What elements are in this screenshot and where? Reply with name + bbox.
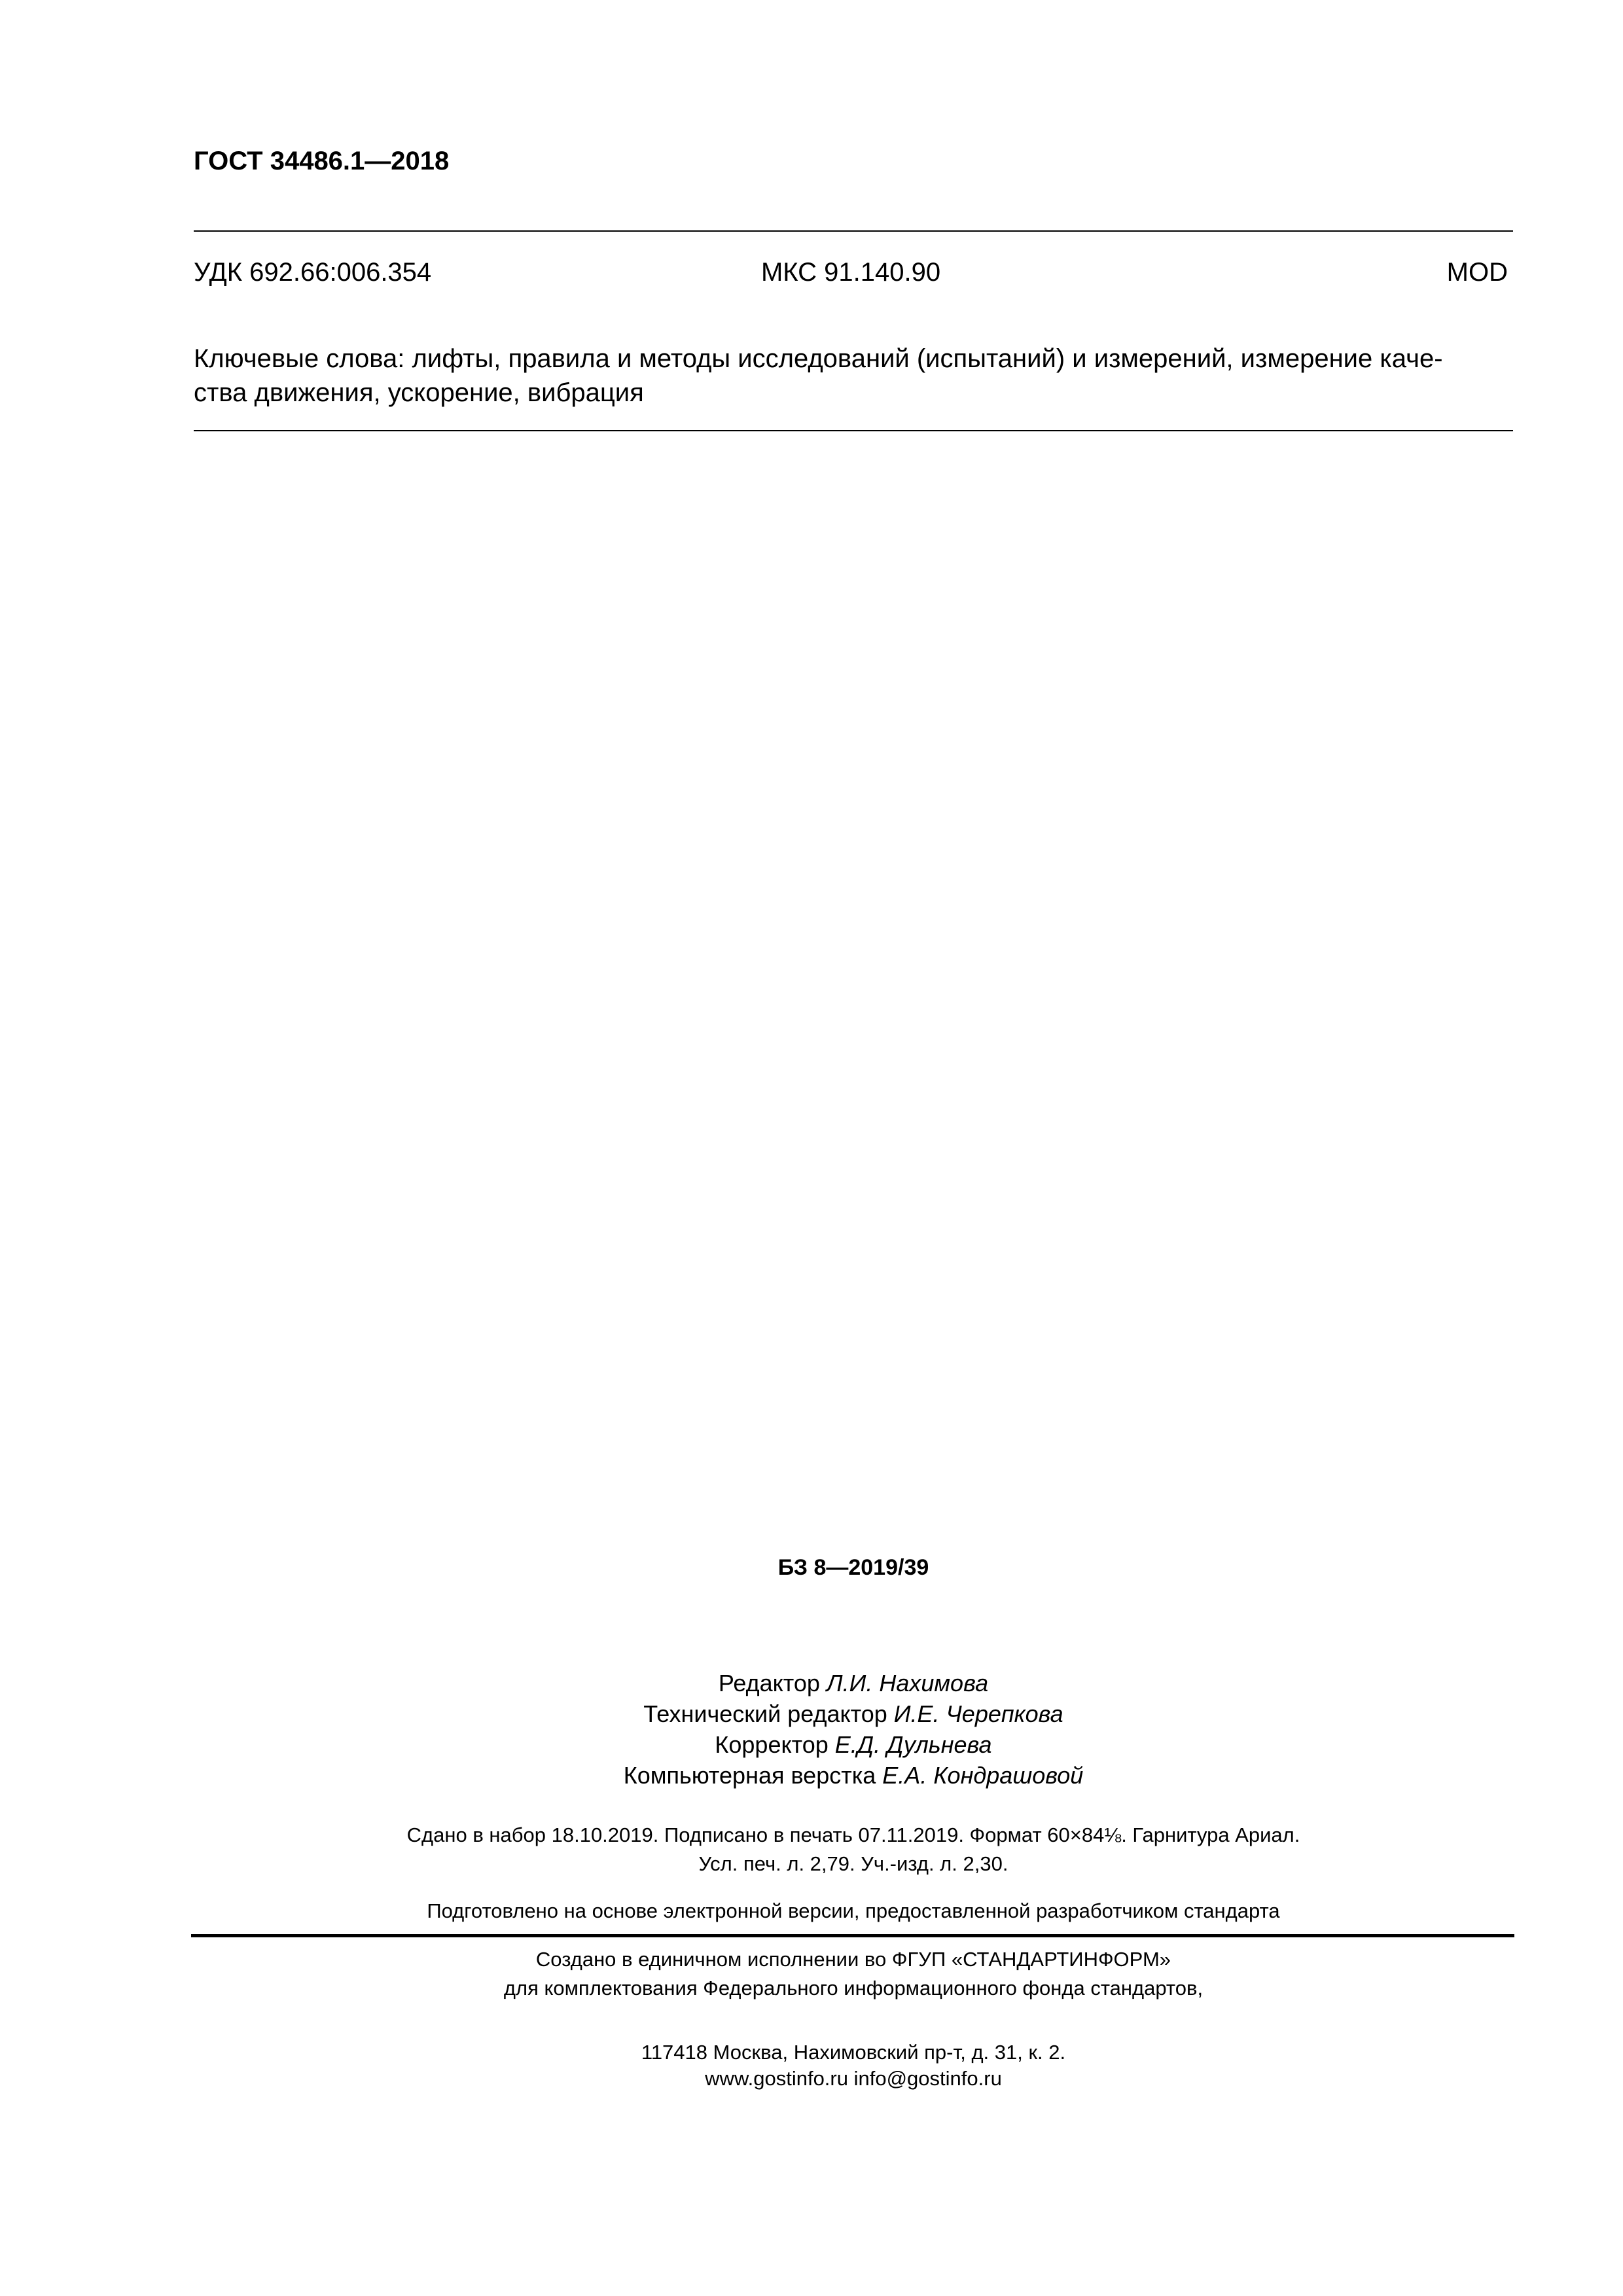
bz-number: БЗ 8—2019/39 — [777, 1555, 929, 1580]
footer-divider — [191, 1934, 1514, 1937]
document-code: ГОСТ 34486.1—2018 — [194, 147, 450, 175]
publisher-line: Создано в единичном исполнении во ФГУП «СТАНДАРТИНФОРМ» — [535, 1948, 1171, 1971]
publisher-info — [194, 1945, 1513, 2003]
publisher-line: для комплектования Федерального информационного фонда стандартов, — [503, 1977, 1204, 2000]
staff-credits — [194, 1668, 1513, 1791]
address-line: 117418 Москва, Нахимовский пр-т, д. 31, к. 2. — [641, 2041, 1066, 2064]
udk-code: УДК 692.66:006.354 — [194, 258, 432, 287]
staff-line-editor — [194, 1668, 1513, 1698]
keywords-block — [194, 342, 1513, 410]
staff-line-layout — [194, 1760, 1513, 1791]
staff-line-tech-editor — [194, 1698, 1513, 1729]
keywords-line: Ключевые слова: лифты, правила и методы исследований (испытаний) и измерений, измерение каче- — [194, 344, 1443, 373]
mod-label: MOD — [1446, 258, 1508, 287]
top-divider — [194, 230, 1513, 232]
imprint-line: Сдано в набор 18.10.2019. Подписано в печать 07.11.2019. Формат 60×84⅛. Гарнитура Ариал. — [406, 1823, 1300, 1846]
staff-role: Технический редактор — [643, 1700, 887, 1727]
print-imprint — [194, 1821, 1513, 1878]
imprint-line: Усл. печ. л. 2,79. Уч.-изд. л. 2,30. — [698, 1852, 1008, 1875]
staff-name: И.Е. Черепкова — [893, 1700, 1063, 1727]
staff-role: Редактор — [718, 1670, 820, 1696]
mks-code: МКС 91.140.90 — [760, 258, 941, 287]
staff-role: Корректор — [715, 1731, 829, 1758]
staff-name: Е.Д. Дульнева — [834, 1731, 992, 1758]
prepared-note: Подготовлено на основе электронной версии, предоставленной разработчиком стандарта — [427, 1899, 1280, 1922]
keywords-line: ства движения, ускорение, вибрация — [194, 378, 644, 407]
address-line: www.gostinfo.ru info@gostinfo.ru — [705, 2067, 1002, 2090]
keywords-divider — [194, 430, 1513, 431]
classification-row — [194, 258, 1508, 292]
staff-name: Л.И. Нахимова — [826, 1670, 989, 1696]
staff-name: Е.А. Кондрашовой — [882, 1762, 1084, 1789]
publisher-address — [194, 2039, 1513, 2092]
staff-line-corrector — [194, 1729, 1513, 1760]
staff-role: Компьютерная верстка — [623, 1762, 876, 1789]
